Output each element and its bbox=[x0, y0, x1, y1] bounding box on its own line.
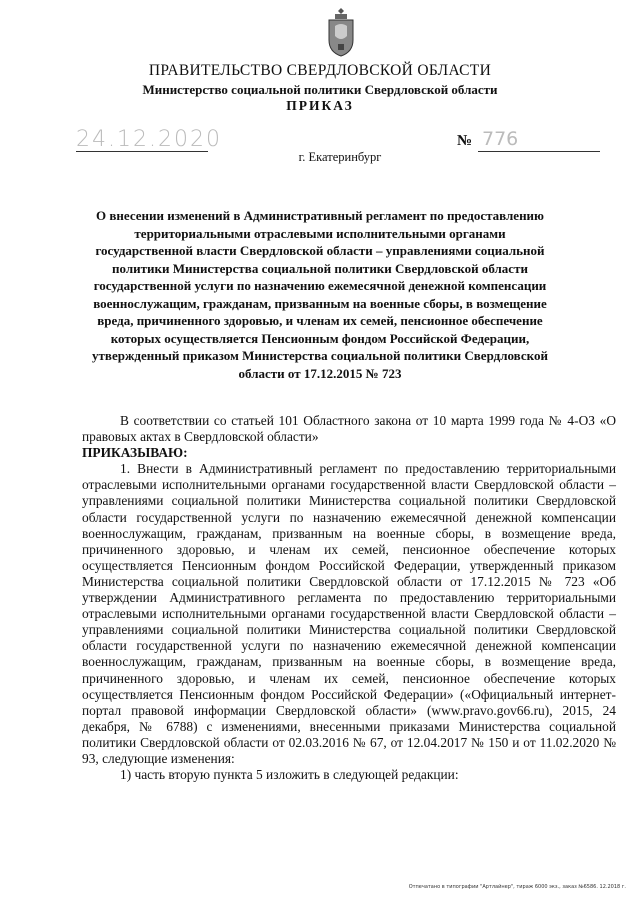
document-body bbox=[82, 413, 616, 783]
number-sign: № bbox=[457, 133, 473, 149]
preamble-paragraph: В соответствии со статьей 101 Областного закона от 10 марта 1999 года № 4-ОЗ «О правовых актах в Свердловской области» bbox=[82, 413, 616, 445]
subitem-1-paragraph: 1) часть вторую пункта 5 изложить в следующей редакции: bbox=[120, 767, 459, 783]
doc-type-heading: ПРИКАЗ bbox=[286, 98, 354, 113]
government-heading: ПРАВИТЕЛЬСТВО СВЕРДЛОВСКОЙ ОБЛАСТИ bbox=[148, 62, 492, 79]
handwritten-number: 776 bbox=[482, 128, 519, 150]
item-1-paragraph: 1. Внести в Административный регламент по предоставлению территориальными отраслевыми исполнительными органами государственной власти Свердловской области – управлениями социальной политики Министерства социальной политики Свердловской области государственной услуги по назначению ежемесячной денежной компенсации военнослужащим, гражданам, призванным на военные сборы, в возмещение вреда, причиненного здоровью, и членам их семей, пенсионное обеспечение которых осуществляется Пенсионным фондом Российской Федерации, утвержденный приказом Министерства социальной политики Свердловской области от 17.12.2015 № 723 «Об утверждении Административного регламента по предоставлению территориальными отраслевыми исполнительными органами государственной власти Свердловской области – управлениями социальной политики Министерства социальной политики Свердловской области государственной услуги по назначению ежемесячной денежной компенсации военнослужащим, гражданам, призванным на военные сборы, в возмещение вреда, причиненного здоровью, и членам их семей, пенсионное обеспечение которых осуществляется Пенсионным фондом Российской Федерации» («Официальный интернет-портал правовой информации Свердловской области» (www.pravo.gov66.ru), 2015, 24 декабря, № 6788) с изменениями, внесенными приказами Министерства социальной политики Свердловской области от 02.03.2016 № 67, от 12.04.2017 № 150 и от 11.02.2020 № 93, следующие изменения: bbox=[82, 461, 616, 766]
ministry-heading: Министерство социальной политики Свердловской области bbox=[142, 82, 498, 97]
document-title: О внесении изменений в Административный регламент по предоставлению территориальными отраслевыми исполнительными органами государственной власти Свердловской области – управлениями социальной политики Министерства социальной политики Свердловской области государственной услуги по назначению ежемесячной денежной компенсации военнослужащим, гражданам, призванным на военные сборы, в возмещение вреда, причиненного здоровью, и членам их семей, пенсионное обеспечение которых осуществляется Пенсионным фондом Российской Федерации, утвержденный приказом Министерства социальной политики Свердловской области от 17.12.2015 № 723 bbox=[92, 208, 548, 381]
order-word: ПРИКАЗЫВАЮ: bbox=[82, 445, 188, 461]
coat-of-arms-emblem bbox=[325, 6, 357, 58]
print-footer: Отпечатано в типографии "Артлайнер", тираж 6000 экз., заказ №6586. 12.2018 г. bbox=[408, 884, 626, 890]
city-label: г. Екатеринбург bbox=[298, 150, 382, 164]
handwritten-date: 24.12.2020 bbox=[76, 127, 222, 152]
